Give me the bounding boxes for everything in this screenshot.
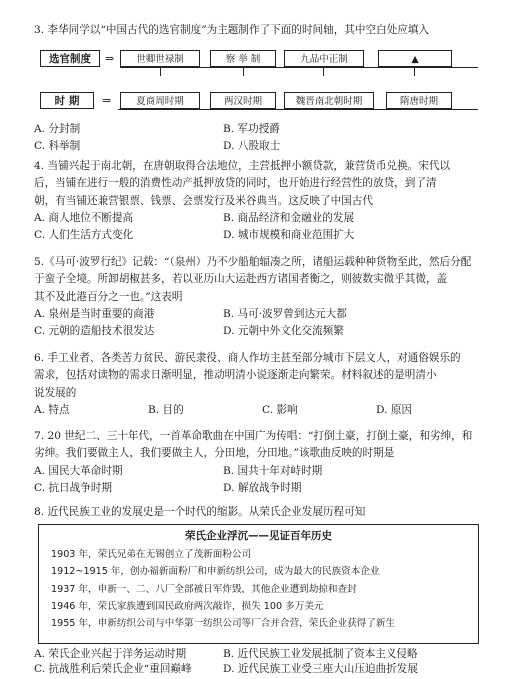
table-row: 1912~1915 年，创办福新面粉厂和申新纺织公司，成为最大的民族资本企业 — [51, 566, 380, 578]
option-b[interactable]: B. 军功授爵 — [223, 123, 280, 135]
timeline-tick — [323, 67, 324, 76]
question-5-text: 其不及此港百分之一也。”这表明 — [34, 290, 183, 303]
timeline-top-item: 察 举 制 — [210, 50, 276, 67]
selection-system-timeline — [34, 48, 486, 120]
option-d[interactable]: D. 元朝中外文化交流频繁 — [223, 325, 344, 338]
table-row: 1946 年，荣氏家族遭到国民政府两次敲诈，损失 100 多万美元 — [51, 600, 324, 612]
option-a[interactable]: A. 特点 — [34, 403, 70, 416]
question-3-options — [34, 121, 486, 156]
question-4 — [34, 158, 486, 244]
question-7-text: 劣绅。我们要做主人，我们要做主人，分田地，分田地。”该歌曲反映的时期是 — [34, 447, 395, 460]
option-c[interactable]: C. 科举制 — [34, 140, 81, 153]
question-4-text: 后，当铺在进行一般的消费性动产抵押放贷的同时，也开始进行经营性的放贷，到了清 — [34, 177, 437, 190]
question-6-text: 需求，包括对读物的需求日渐明显，推动明清小说逐渐走向繁荣。材料叙述的是明清小 — [34, 369, 437, 382]
timeline-bottom-item: 隋唐时期 — [386, 92, 452, 109]
timeline-tick — [414, 67, 415, 76]
option-d[interactable]: D. 近代民族工业受三座大山压迫曲折发展 — [223, 663, 418, 676]
option-a[interactable]: A. 分封制 — [34, 123, 81, 135]
option-c[interactable]: C. 元朝的造船技术很发达 — [34, 325, 155, 338]
table-row: 1903 年，荣氏兄弟在无锡创立了茂新面粉公司 — [51, 549, 252, 561]
timeline-top-item: 世卿世禄制 — [120, 50, 200, 67]
option-d[interactable]: D. 八股取士 — [223, 140, 281, 153]
question-8-options — [34, 646, 486, 679]
timeline-tick — [160, 67, 161, 76]
question-7-text: 7. 20 世纪二、三十年代，一首革命歌曲在中国广为传唱：“打倒土豪，打倒土豪，和劣绅，和 — [34, 430, 473, 442]
timeline-bottom-label: 时 期 — [40, 92, 94, 109]
option-c[interactable]: C. 人们生活方式变化 — [34, 229, 134, 242]
question-5-text: 于蛮子全境。所卸胡椒甚多，若以亚历山大运赴西方诸国者衡之，则彼数实微乎其微，盖 — [34, 273, 448, 286]
table-row: 1937 年，申新一、二、八厂全部被日军炸毁，其他企业遭到劫掠和查封 — [51, 583, 357, 595]
timeline-arrow-icon: ⇒ — [102, 94, 112, 107]
option-b[interactable]: B. 商品经济和金融业的发展 — [223, 211, 355, 224]
timeline-bottom-item: 魏晋南北朝时期 — [284, 92, 374, 109]
timeline-top-label: 选官制度 — [40, 50, 100, 67]
question-3-stem: 3. 李华同学以“中国古代的选官制度”为主题制作了下面的时间轴，其中空白处应填入 — [34, 24, 430, 36]
option-a[interactable]: A. 泉州是当时重要的商港 — [34, 307, 155, 320]
option-b[interactable]: B. 目的 — [148, 403, 184, 416]
question-4-text: 4. 当铺兴起于南北朝，在唐朝取得合法地位，主营抵押小额贷款，兼营货币兑换。宋代以 — [34, 160, 451, 172]
option-c[interactable]: C. 影响 — [262, 403, 298, 416]
question-6-text: 说发展的 — [34, 386, 77, 399]
option-c[interactable]: C. 抗日战争时期 — [34, 481, 113, 494]
table-row: 1955 年，申新纺织公司与中华第一纺织公司等厂合并合营，荣氏企业获得了新生 — [51, 618, 396, 630]
question-6 — [34, 350, 486, 419]
timeline-blank-item: ▲ — [378, 50, 452, 67]
option-d[interactable]: D. 原因 — [376, 403, 413, 416]
table-title: 荣氏企业浮沉——见证百年历史 — [185, 530, 332, 542]
question-7 — [34, 428, 486, 497]
option-b[interactable]: B. 马可·波罗曾到达元大都 — [223, 307, 347, 320]
timeline-top-item: 九品中正制 — [284, 50, 364, 67]
timeline-bottom-item: 两汉时期 — [210, 92, 276, 109]
timeline-bottom-item: 夏商周时期 — [120, 92, 200, 109]
question-5-text: 5.《马可·波罗行纪》记载：“（泉州）乃不少船舶辐凑之所，诸船运载种种货物至此，然后分配 — [34, 256, 472, 268]
option-d[interactable]: D. 解放战争时期 — [223, 481, 302, 494]
option-a[interactable]: A. 国民大革命时期 — [34, 464, 123, 477]
timeline-arrow-icon: ⇒ — [105, 52, 115, 65]
option-a[interactable]: A. 商人地位不断提高 — [34, 211, 134, 224]
question-8 — [34, 504, 486, 521]
question-3 — [34, 22, 486, 39]
question-5 — [34, 254, 486, 340]
option-d[interactable]: D. 城市规模和商业范围扩大 — [223, 229, 355, 242]
option-b[interactable]: B. 国共十年对峙时期 — [223, 464, 323, 477]
option-a[interactable]: A. 荣氏企业兴起于洋务运动时期 — [34, 648, 187, 660]
question-6-text: 6. 手工业者、各类苦力贫民、游民隶役、商人作坊主甚至部分城市下层文人，对通俗娱乐的 — [34, 352, 461, 364]
question-8-stem: 8. 近代民族工业的发展史是一个时代的缩影。从荣氏企业发展历程可知 — [34, 506, 366, 518]
question-4-text: 朝，有当铺还兼营银票、钱票、会票发行及米谷典当。这反映了中国古代 — [34, 194, 373, 207]
timeline-tick — [243, 67, 244, 76]
rong-enterprise-history-table — [38, 524, 479, 644]
option-c[interactable]: C. 抗战胜利后荣氏企业“重回巅峰 — [34, 663, 192, 676]
option-b[interactable]: B. 近代民族工业发展抵制了资本主义侵略 — [223, 648, 418, 660]
